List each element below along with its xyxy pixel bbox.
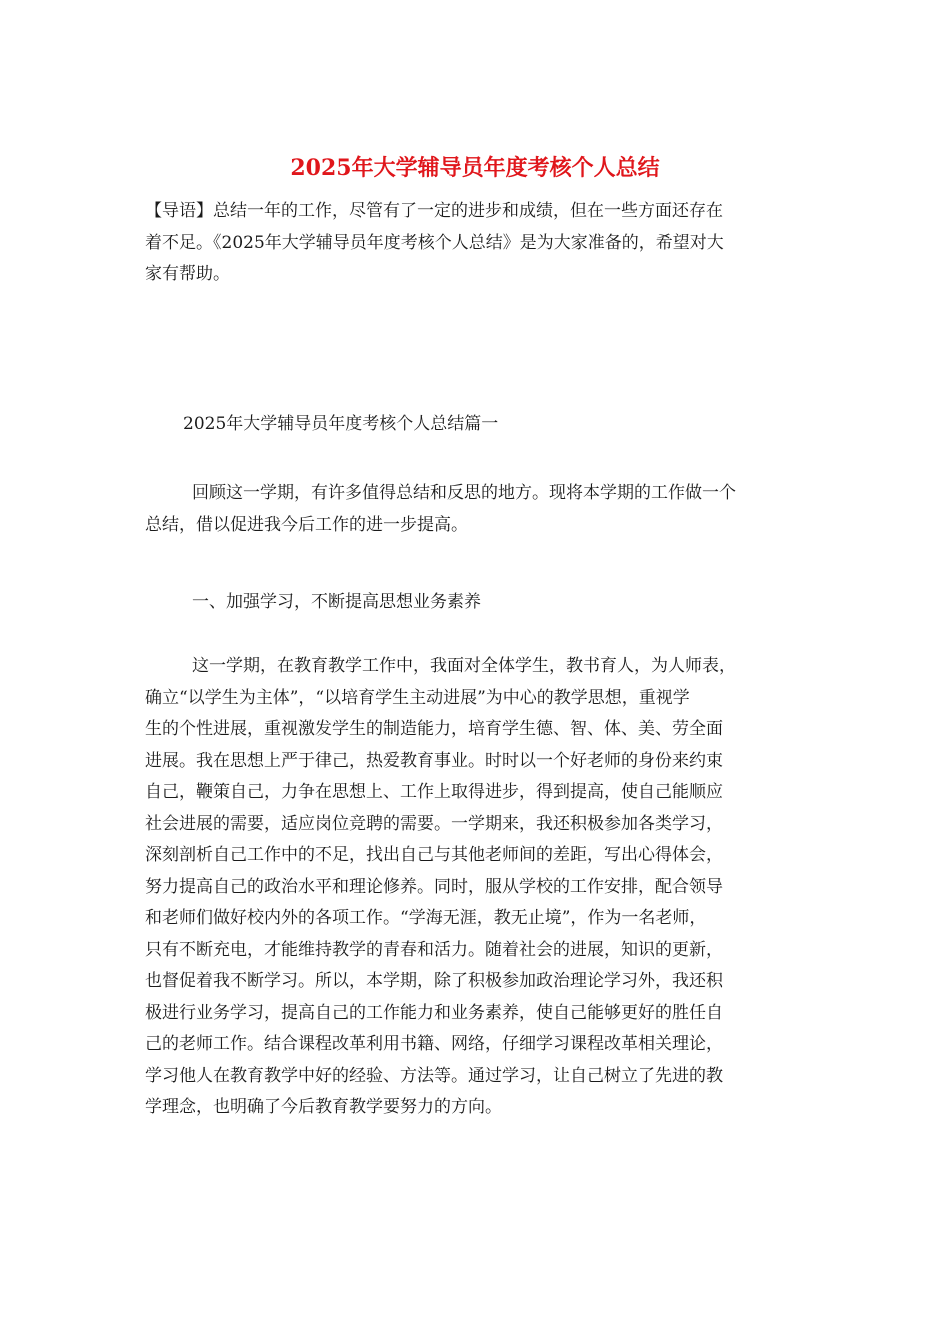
paragraph-line: 进展。我在思想上严于律己，热爱教育事业。时时以一个好老师的身份来约束 — [145, 750, 723, 771]
section-heading — [183, 409, 783, 441]
document-title: 2025年大学辅导员年度考核个人总结 — [290, 155, 660, 181]
paragraph-line: 学理念，也明确了今后教育教学要努力的方向。 — [145, 1097, 502, 1117]
paragraph-line: 生的个性进展，重视激发学生的制造能力，培育学生德、智、体、美、劳全面 — [145, 719, 723, 739]
sub-heading-text: 一、加强学习，不断提高思想业务素养 — [192, 592, 481, 612]
paragraph-line: 和老师们做好校内外的各项工作。“学海无涯，教无止境”，作为一名老师， — [145, 908, 707, 928]
paragraph-study — [145, 651, 807, 1124]
paragraph-line: 只有不断充电，才能维持教学的青春和活力。随着社会的进展，知识的更新， — [145, 939, 723, 960]
paragraph-line: 己的老师工作。结合课程改革利用书籍、网络，仔细学习课程改革相关理论， — [145, 1034, 723, 1054]
intro-line: 【导语】总结一年的工作，尽管有了一定的进步和成绩，但在一些方面还存在 — [145, 201, 723, 221]
paragraph-line: 努力提高自己的政治水平和理论修养。同时，服从学校的工作安排，配合领导 — [145, 876, 723, 897]
paragraph-line: 学习他人在教育教学中好的经验、方法等。通过学习，让自己树立了先进的教 — [145, 1065, 723, 1086]
paragraph-line: 自己，鞭策自己，力争在思想上、工作上取得进步，得到提高，使自己能顺应 — [145, 782, 723, 802]
section-heading-text: 2025年大学辅导员年度考核个人总结篇一 — [183, 414, 499, 434]
intro-paragraph — [145, 196, 807, 291]
paragraph-line: 也督促着我不断学习。所以，本学期，除了积极参加政治理论学习外，我还积 — [145, 971, 723, 991]
paragraph-line: 总结，借以促进我今后工作的进一步提高。 — [145, 514, 468, 535]
intro-line: 家有帮助。 — [145, 264, 230, 284]
paragraph-line: 深刻剖析自己工作中的不足，找出自己与其他老师间的差距，写出心得体会， — [145, 845, 723, 865]
paragraph-line: 极进行业务学习，提高自己的工作能力和业务素养，使自己能够更好的胜任自 — [145, 1002, 723, 1023]
sub-heading — [192, 587, 792, 619]
paragraph-line: 社会进展的需要，适应岗位竞聘的需要。一学期来，我还积极参加各类学习， — [145, 813, 723, 834]
paragraph-review — [145, 478, 807, 541]
paragraph-line: 这一学期，在教育教学工作中，我面对全体学生，教书育人，为人师表， — [192, 656, 736, 676]
paragraph-line: 回顾这一学期，有许多值得总结和反思的地方。现将本学期的工作做一个 — [192, 483, 736, 503]
intro-line: 着不足。《2025年大学辅导员年度考核个人总结》是为大家准备的，希望对大 — [145, 232, 724, 253]
paragraph-line: 确立“以学生为主体”，“以培育学生主动进展”为中心的教学思想，重视学 — [145, 687, 690, 708]
